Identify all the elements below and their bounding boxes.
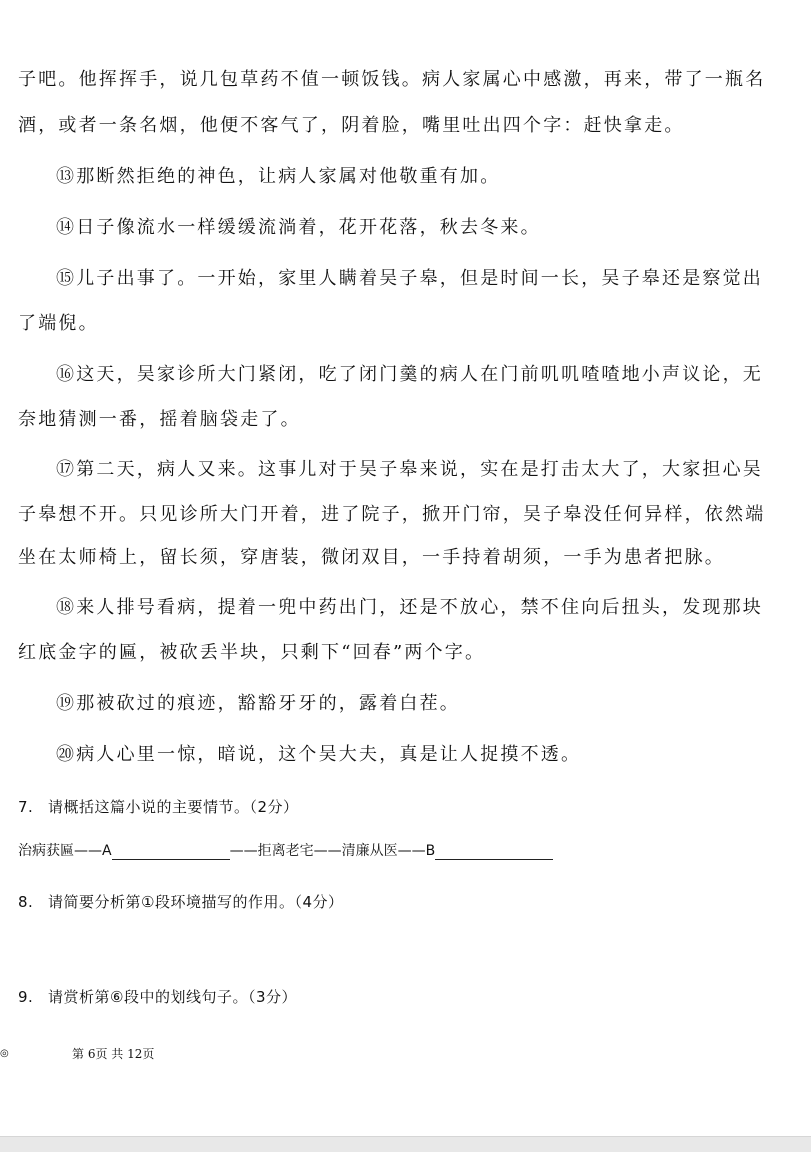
passage-line: 子吧。他挥挥手，说几包草药不值一顿饭钱。病人家属心中感激，再来，带了一瓶名: [18, 69, 766, 90]
passage-line: 子皋想不开。只见诊所大门开着，进了院子，掀开门帘，吴子皋没任何异样，依然端: [18, 504, 766, 525]
paragraph-18: ⑱来人排号看病，提着一兜中药出门，还是不放心，禁不住向后扭头，发现那块: [56, 597, 763, 618]
question-number: 8.: [18, 893, 34, 911]
passage-line: 坐在太师椅上，留长须，穿唐装，微闭双目，一手持着胡须，一手为患者把脉。: [18, 547, 725, 568]
passage-line: 了端倪。: [18, 313, 99, 334]
question-9: [18, 987, 297, 1007]
passage-line: 红底金字的匾，被砍丢半块，只剩下“回春”两个字。: [18, 642, 486, 663]
answer-blank-a[interactable]: [112, 845, 230, 860]
question-text: 请赏析第⑥段中的划线句子。（3分）: [48, 988, 297, 1006]
plot-flow-answer: [18, 842, 553, 860]
paragraph-15: ⑮儿子出事了。一开始，家里人瞒着吴子皋，但是时间一长，吴子皋还是察觉出: [56, 268, 763, 289]
plot-flow-part1: 治病获匾——A: [18, 843, 112, 859]
passage-line: 奈地猜测一番，摇着脑袋走了。: [18, 409, 301, 430]
question-8: [18, 892, 344, 912]
question-number: 7.: [18, 798, 34, 816]
question-text: 请简要分析第①段环境描写的作用。（4分）: [48, 893, 344, 911]
paragraph-20: ⑳病人心里一惊，暗说，这个吴大夫，真是让人捉摸不透。: [56, 744, 582, 765]
paragraph-19: ⑲那被砍过的痕迹，豁豁牙牙的，露着白茬。: [56, 693, 460, 714]
paragraph-16: ⑯这天，吴家诊所大门紧闭，吃了闭门羹的病人在门前叽叽喳喳地小声议论，无: [56, 364, 763, 385]
plot-flow-part2: ——拒离老宅——清廉从医——B: [229, 843, 436, 859]
paragraph-14: ⑭日子像流水一样缓缓流淌着，花开花落，秋去冬来。: [56, 217, 541, 238]
question-text: 请概括这篇小说的主要情节。（2分）: [48, 798, 299, 816]
question-7: [18, 797, 299, 817]
paragraph-13: ⑬那断然拒绝的神色，让病人家属对他敬重有加。: [56, 166, 501, 187]
paragraph-17: ⑰第二天，病人又来。这事儿对于吴子皋来说，实在是打击太大了，大家担心吴: [56, 459, 763, 480]
answer-blank-b[interactable]: [435, 845, 553, 860]
question-number: 9.: [18, 988, 34, 1006]
bottom-scrollbar-area: [0, 1136, 811, 1152]
footer-mark-icon: ◎: [0, 1048, 9, 1059]
page-number: 第 6页 共 12页: [72, 1047, 155, 1061]
passage-line: 酒，或者一条名烟，他便不客气了，阴着脸，嘴里吐出四个字：赶快拿走。: [18, 115, 685, 136]
